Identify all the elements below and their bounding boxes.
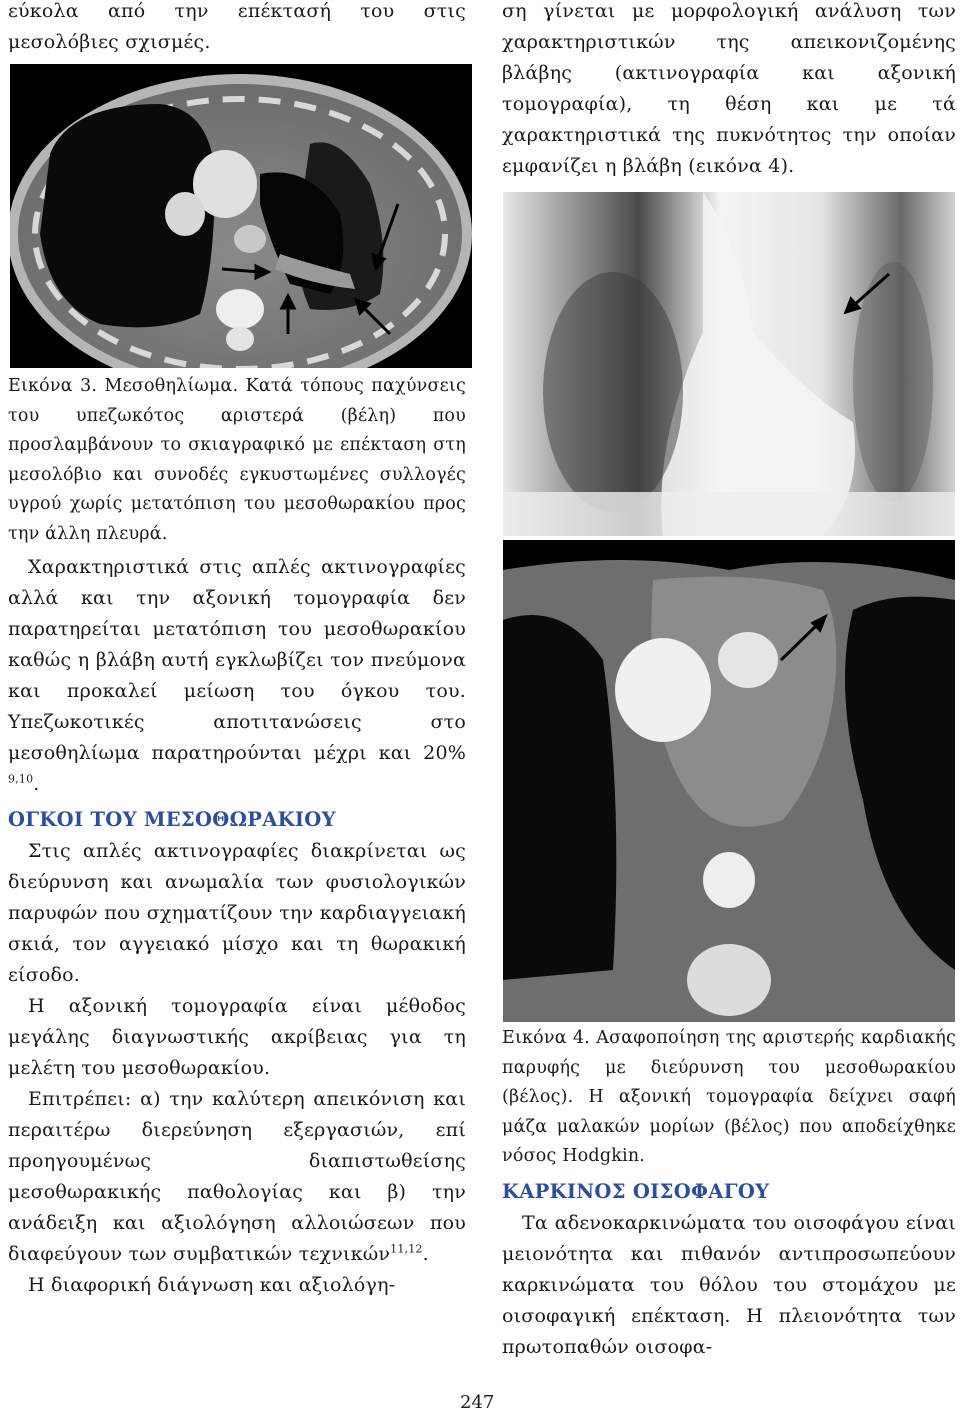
figure4-caption: Εικόνα 4. Ασαφοποίηση της αριστερής καρδιακής παρυφής με διεύρυνση του μεσοθωρακίου (βέλος). Η αξονική τομογραφία δείχνει σαφή μάζα μαλακών μορίων (βέλος) που αποδείχθηκε νόσος Hodgkin.: [502, 1028, 956, 1167]
figure4-xray-image: [503, 192, 955, 536]
left-para1: [8, 552, 466, 800]
left-para1-ref: 9,10: [8, 772, 34, 786]
page-number: 247: [460, 1392, 495, 1413]
left-para4: [8, 1084, 466, 1270]
figure3-ct-image: [10, 64, 472, 368]
left-body: [8, 372, 466, 1301]
left-para4-text: Επιτρέπει: α) την καλύτερη απεικόνιση και περαιτέρω διερεύνηση εξεργασιών, επί προηγουμένως διαπιστωθείσης μεσοθωρακικής παθολογίας και β) την ανάδειξη και αξιολόγηση αλλοιώσεων που διαφεύγουν των συμβατικών τεχνικών: [8, 1087, 466, 1265]
right-intro: [502, 0, 956, 182]
left-para2: Στις απλές ακτινογραφίες διακρίνεται ως διεύρυνση και ανωμαλία των φυσιολογικών παρυφών που σχηματίζουν την καρδιαγγειακή σκιά, τον αγγειακό μίσχο και τη θωρακική είσοδο.: [8, 839, 466, 986]
left-intro-text: εύκολα από την επέκτασή του στις μεσολόβιες σχισμές.: [8, 0, 466, 53]
left-para1-text: Χαρακτηριστικά στις απλές ακτινογραφίες αλλά και την αξονική τομογραφία δεν παρατηρείται μετατόπιση του μεσοθωρακίου καθώς η βλάβη αυτή εγκλωβίζει τον πνεύμονα και προκαλεί μείωση του όγκου του. Υπεζωκοτικές αποτιτανώσεις στο μεσοθηλίωμα παρατηρούνται μέχρι και 20%: [8, 555, 466, 764]
left-para1-end: .: [33, 772, 40, 795]
left-para4-ref: 11,12: [390, 1242, 423, 1256]
figure3-caption: Εικόνα 3. Μεσοθηλίωμα. Κατά τόπους παχύνσεις του υπεζωκότος αριστερά (βέλη) που προσλαμβάνουν το σκιαγραφικό με επέκταση στη μεσολόβιο και συνοδές εγκυστωμένες συλλογές υγρού χωρίς μετατόπιση του μεσοθωρακίου προς την άλλη πλευρά.: [8, 376, 466, 544]
section-heading-mediastinum: ΟΓΚΟΙ ΤΟΥ ΜΕΣΟΘΩΡΑΚΙΟΥ: [8, 807, 336, 831]
left-para5: Η διαφορική διάγνωση και αξιολόγη-: [28, 1273, 396, 1296]
left-para4-end: .: [422, 1242, 429, 1265]
section-heading-esophagus: ΚΑΡΚΙΝΟΣ ΟΙΣΟΦΑΓΟΥ: [502, 1179, 770, 1203]
right-body: [502, 1024, 956, 1363]
figure4-ct-image: [503, 540, 955, 1022]
right-intro-text: ση γίνεται με μορφολογική ανάλυση των χαρακτηριστικών της απεικονιζομένης βλάβης (ακτινογραφία και αξονική τομογραφία), τη θέση και με τά χαρακτηριστικά της πυκνότητος την οποίαν εμφανίζει η βλάβη (εικόνα 4).: [502, 0, 956, 177]
right-para1: Τα αδενοκαρκινώματα του οισοφάγου είναι μειονότητα και πιθανόν αντιπροσωπεύουν καρκινώματα του θόλου του στομάχου με οισοφαγική επέκταση. Η πλειονότητα των πρωτοπαθών οισοφα-: [502, 1211, 956, 1358]
left-para3: Η αξονική τομογραφία είναι μέθοδος μεγάλης διαγνωστικής ακρίβειας για τη μελέτη του μεσοθωρακίου.: [8, 994, 466, 1079]
left-intro: [8, 0, 466, 58]
